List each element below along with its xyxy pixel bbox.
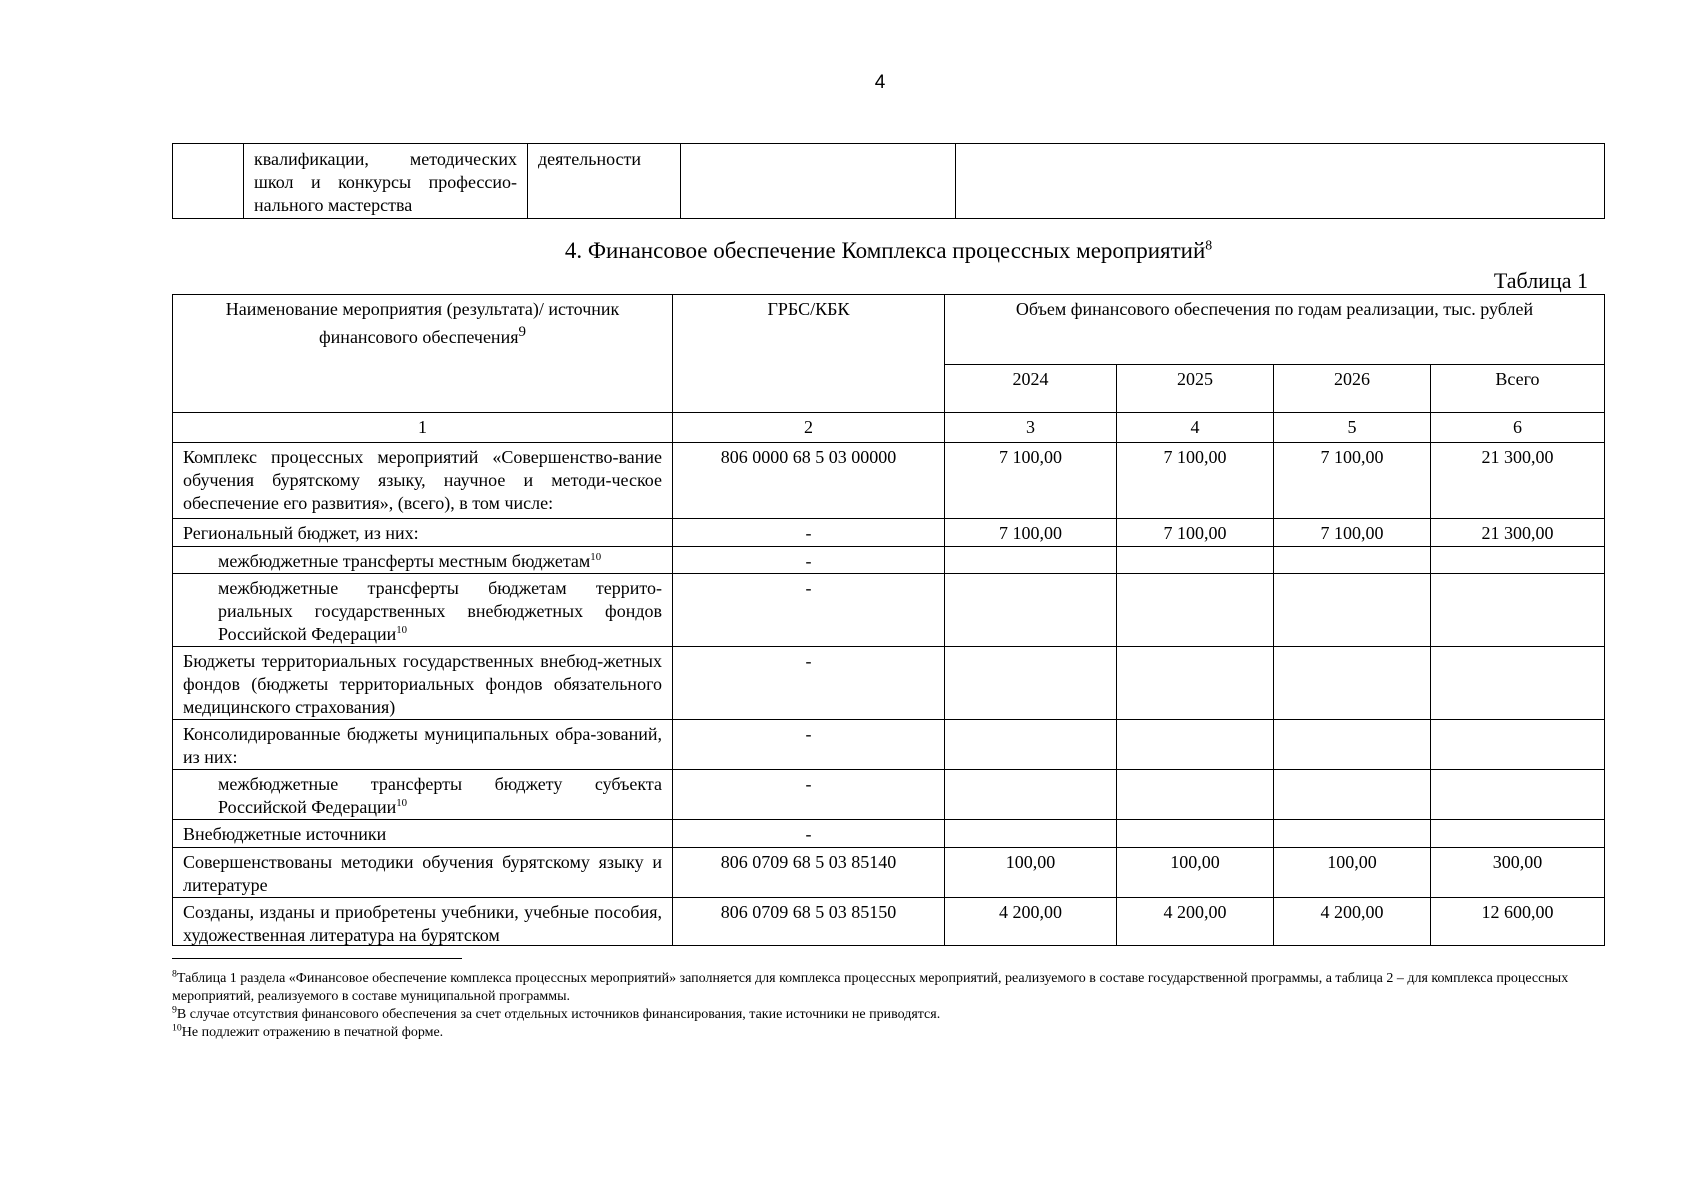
financing-table xyxy=(172,294,1605,946)
header-row xyxy=(173,295,1605,365)
footnote-ref: 10 xyxy=(590,551,602,563)
table-row xyxy=(173,443,1605,519)
row-value-2026 xyxy=(1274,820,1431,848)
footnote-ref: 10 xyxy=(396,624,408,636)
header-name-text: Наименование мероприятия (результата)/ источник финансового обеспечения xyxy=(225,299,620,347)
footnote-9 xyxy=(172,1006,1602,1024)
row-kbk: - xyxy=(673,647,945,720)
footnotes xyxy=(172,970,1602,1042)
row-kbk: - xyxy=(673,720,945,770)
column-number: 3 xyxy=(945,413,1117,443)
row-name-text: межбюджетные трансферты бюджету субъекта Российской Федерации xyxy=(218,774,662,817)
table-row xyxy=(173,519,1605,547)
row-value-2024 xyxy=(945,820,1117,848)
row-name-text: Бюджеты территориальных государственных внебюд-жетных фондов (бюджеты территориальных фондов обязательного медицинского страхования) xyxy=(183,651,662,717)
header-year-2025: 2025 xyxy=(1117,365,1274,413)
table-row xyxy=(173,574,1605,647)
row-name xyxy=(173,848,673,898)
row-value-2024 xyxy=(945,574,1117,647)
row-value-2026 xyxy=(1274,770,1431,820)
row-name xyxy=(173,519,673,547)
row-value-2025 xyxy=(1117,720,1274,770)
row-name-text: Региональный бюджет, из них: xyxy=(183,523,419,543)
row-name xyxy=(173,647,673,720)
row-value-2024 xyxy=(945,647,1117,720)
row-value-2026 xyxy=(1274,574,1431,647)
row-value-2026 xyxy=(1274,547,1431,574)
table-row xyxy=(173,720,1605,770)
table-row xyxy=(173,547,1605,574)
row-value-total xyxy=(1431,770,1605,820)
row-value-2025 xyxy=(1117,547,1274,574)
row-kbk: 806 0000 68 5 03 00000 xyxy=(673,443,945,519)
footnote-ref: 9 xyxy=(518,324,526,340)
table-label: Таблица 1 xyxy=(1493,268,1588,293)
row-name xyxy=(173,547,673,574)
section-title-text: 4. Финансовое обеспечение Комплекса процессных мероприятий xyxy=(564,238,1206,263)
row-value-2026 xyxy=(1274,720,1431,770)
footnote-ref: 8 xyxy=(1205,237,1213,253)
header-volume: Объем финансового обеспечения по годам реализации, тыс. рублей xyxy=(945,295,1605,365)
row-value-total: 12 600,00 xyxy=(1431,898,1605,946)
column-number: 4 xyxy=(1117,413,1274,443)
column-number: 6 xyxy=(1431,413,1605,443)
header-name xyxy=(173,295,673,413)
continuation-table xyxy=(172,143,1605,219)
row-name xyxy=(173,898,673,946)
row-name-text: Внебюджетные источники xyxy=(183,824,387,844)
row-value-2024 xyxy=(945,770,1117,820)
row-value-2024 xyxy=(945,547,1117,574)
column-number: 1 xyxy=(173,413,673,443)
row-value-2024: 7 100,00 xyxy=(945,443,1117,519)
row-value-2025: 100,00 xyxy=(1117,848,1274,898)
row-name-text: Совершенствованы методики обучения бурятскому языку и литературе xyxy=(183,852,662,895)
row-value-total: 300,00 xyxy=(1431,848,1605,898)
page-number: 4 xyxy=(874,72,886,93)
header-grbs: ГРБС/КБК xyxy=(673,295,945,413)
footnote-separator xyxy=(172,958,462,959)
column-number: 2 xyxy=(673,413,945,443)
row-value-total: 21 300,00 xyxy=(1431,519,1605,547)
row-name xyxy=(173,820,673,848)
header-total: Всего xyxy=(1431,365,1605,413)
row-value-2025 xyxy=(1117,770,1274,820)
table-cell: деятельности xyxy=(528,144,681,219)
table-row xyxy=(173,770,1605,820)
row-kbk: 806 0709 68 5 03 85140 xyxy=(673,848,945,898)
table-row xyxy=(173,647,1605,720)
row-name xyxy=(173,770,673,820)
footnote-10 xyxy=(172,1024,1602,1042)
row-kbk: - xyxy=(673,519,945,547)
row-value-2025 xyxy=(1117,820,1274,848)
table-cell xyxy=(956,144,1605,219)
row-name xyxy=(173,574,673,647)
row-name-text: Созданы, изданы и приобретены учебники, учебные пособия, художественная литература на бурятском xyxy=(183,902,662,945)
row-kbk: - xyxy=(673,770,945,820)
section-title xyxy=(172,238,1605,264)
header-year-2024: 2024 xyxy=(945,365,1117,413)
footnote-text: Таблица 1 раздела «Финансовое обеспечение комплекса процессных мероприятий» заполняется для комплекса процессных мероприятий, реализуемого в составе государственной программы, а таблица 2 – для комплекса процессных мероприятий, реализуемого в составе муниципальной программы. xyxy=(172,971,1569,1004)
row-kbk: - xyxy=(673,574,945,647)
row-name xyxy=(173,720,673,770)
table-row xyxy=(173,820,1605,848)
row-value-2026: 7 100,00 xyxy=(1274,519,1431,547)
row-value-2025: 4 200,00 xyxy=(1117,898,1274,946)
row-value-2024: 100,00 xyxy=(945,848,1117,898)
row-name-text: межбюджетные трансферты местным бюджетам xyxy=(218,551,591,571)
row-value-2025: 7 100,00 xyxy=(1117,443,1274,519)
row-value-total: 21 300,00 xyxy=(1431,443,1605,519)
row-value-total xyxy=(1431,720,1605,770)
footnote-8 xyxy=(172,970,1602,1006)
table-row xyxy=(173,848,1605,898)
footnote-mark: 9 xyxy=(172,1004,177,1016)
row-value-2025 xyxy=(1117,647,1274,720)
row-kbk: - xyxy=(673,547,945,574)
row-value-2026: 7 100,00 xyxy=(1274,443,1431,519)
row-value-2025: 7 100,00 xyxy=(1117,519,1274,547)
row-value-2026: 100,00 xyxy=(1274,848,1431,898)
table-cell: квалификации, методических школ и конкурсы профессио-нального мастерства xyxy=(244,144,528,219)
row-value-2024: 7 100,00 xyxy=(945,519,1117,547)
row-value-total xyxy=(1431,574,1605,647)
row-value-total xyxy=(1431,647,1605,720)
row-value-2024 xyxy=(945,720,1117,770)
row-name-text: Комплекс процессных мероприятий «Совершенство-вание обучения бурятскому языку, научное и методи-ческое обеспечение его развития», (всего), в том числе: xyxy=(183,447,662,513)
row-value-total xyxy=(1431,547,1605,574)
row-name-text: межбюджетные трансферты бюджетам террито-риальных государственных внебюджетных фондов Российской Федерации xyxy=(218,578,662,644)
table-cell xyxy=(681,144,956,219)
column-number-row xyxy=(173,413,1605,443)
row-value-total xyxy=(1431,820,1605,848)
footnote-text: Не подлежит отражению в печатной форме. xyxy=(181,1025,444,1040)
row-value-2026: 4 200,00 xyxy=(1274,898,1431,946)
row-value-2024: 4 200,00 xyxy=(945,898,1117,946)
table-row xyxy=(173,898,1605,946)
row-name-text: Консолидированные бюджеты муниципальных обра-зований, из них: xyxy=(183,724,662,767)
row-value-2025 xyxy=(1117,574,1274,647)
row-kbk: - xyxy=(673,820,945,848)
footnote-ref: 10 xyxy=(396,797,408,809)
table-cell xyxy=(173,144,244,219)
row-name xyxy=(173,443,673,519)
row-value-2026 xyxy=(1274,647,1431,720)
table-row xyxy=(173,144,1605,219)
footnote-mark: 8 xyxy=(172,968,177,980)
column-number: 5 xyxy=(1274,413,1431,443)
row-kbk: 806 0709 68 5 03 85150 xyxy=(673,898,945,946)
footnote-text: В случае отсутствия финансового обеспечения за счет отдельных источников финансирования, такие источники не приводятся. xyxy=(176,1007,941,1022)
footnote-mark: 10 xyxy=(172,1022,182,1034)
header-year-2026: 2026 xyxy=(1274,365,1431,413)
